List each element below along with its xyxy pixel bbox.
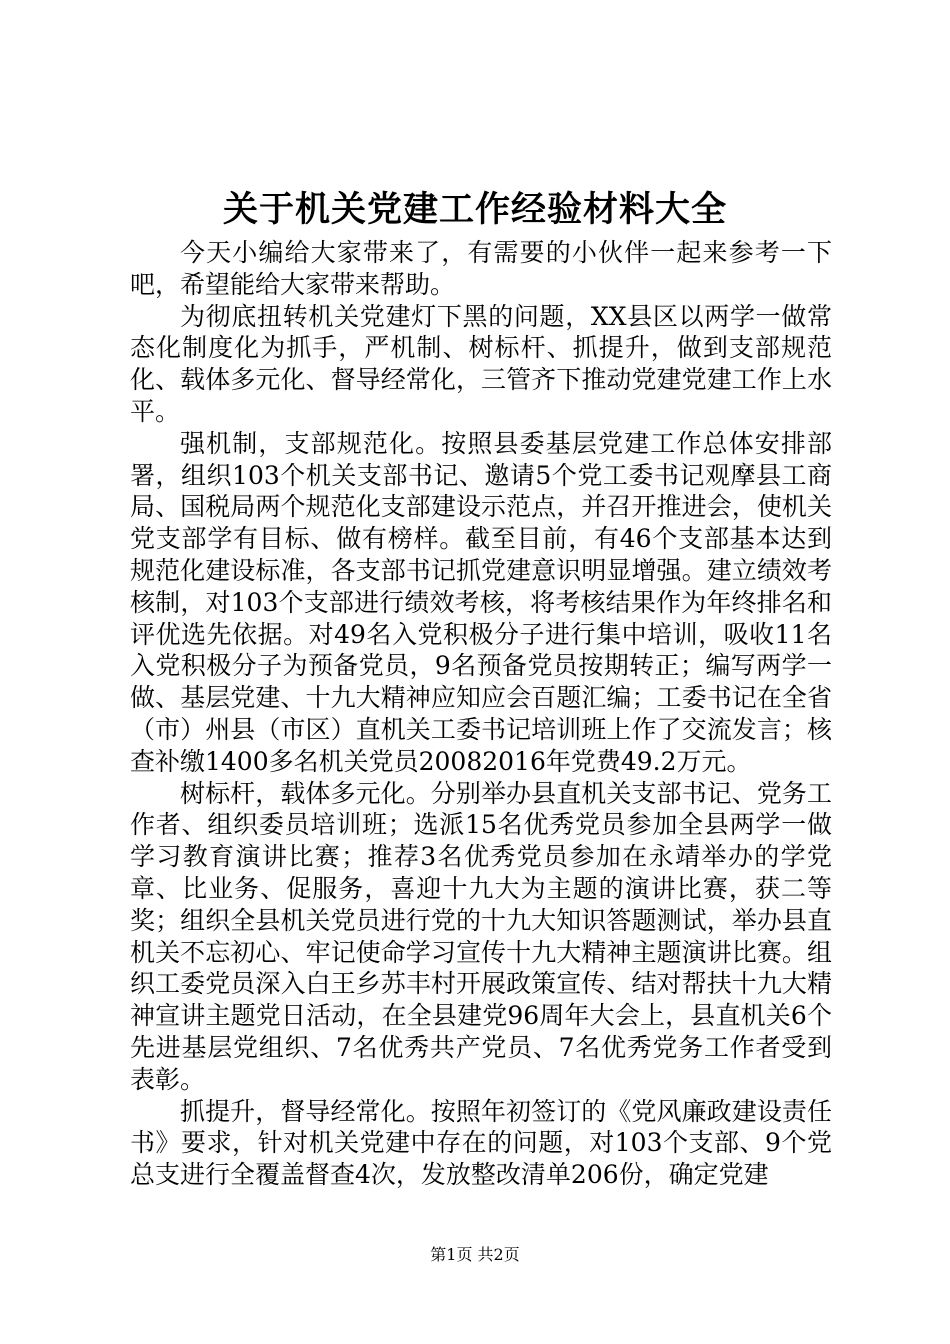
document-body: [130, 237, 832, 1191]
paragraph-improvement: 抓提升，督导经常化。按照年初签订的《党风廉政建设责任书》要求，针对机关党建中存在的问题，对103个支部、9个党总支进行全覆盖督查4次，发放整改清单206份，确定党建: [130, 1096, 832, 1190]
document-title: 关于机关党建工作经验材料大全: [222, 189, 727, 230]
paragraph-mechanism: 强机制，支部规范化。按照县委基层党建工作总体安排部署，组织103个机关支部书记、邀请5个党工委书记观摩县工商局、国税局两个规范化支部建设示范点，并召开推进会，使机关党支部学有目标、做有榜样。截至目前，有46个支部基本达到规范化建设标准，各支部书记抓党建意识明显增强。建立绩效考核制，对103个支部进行绩效考核，将考核结果作为年终排名和评优选先依据。对49名入党积极分子进行集中培训，吸收11名入党积极分子为预备党员，9名预备党员按期转正；编写两学一做、基层党建、十九大精神应知应会百题汇编；工委书记在全省（市）州县（市区）直机关工委书记培训班上作了交流发言；核查补缴1400多名机关党员20082016年党费49.2万元。: [130, 428, 832, 776]
page-number: 第1页 共2页: [430, 1245, 520, 1264]
paragraph-intro: 今天小编给大家带来了，有需要的小伙伴一起来参考一下吧，希望能给大家带来帮助。: [130, 238, 832, 299]
paragraph-overview: 为彻底扭转机关党建灯下黑的问题，XX县区以两学一做常态化制度化为抓手，严机制、树标杆、抓提升，做到支部规范化、载体多元化、督导经常化，三管齐下推动党建党建工作上水平。: [130, 301, 832, 426]
paragraph-benchmark: 树标杆，载体多元化。分别举办县直机关支部书记、党务工作者、组织委员培训班；选派15名优秀党员参加全县两学一做学习教育演讲比赛；推荐3名优秀党员参加在永靖举办的学党章、比业务、促服务，喜迎十九大为主题的演讲比赛，获二等奖；组织全县机关党员进行党的十九大知识答题测试，举办县直机关不忘初心、牢记使命学习宣传十九大精神主题演讲比赛。组织工委党员深入白王乡苏丰村开展政策宣传、结对帮扶十九大精神宣讲主题党日活动，在全县建党96周年大会上，县直机关6个先进基层党组织、7名优秀共产党员、7名优秀党务工作者受到表彰。: [130, 778, 832, 1094]
